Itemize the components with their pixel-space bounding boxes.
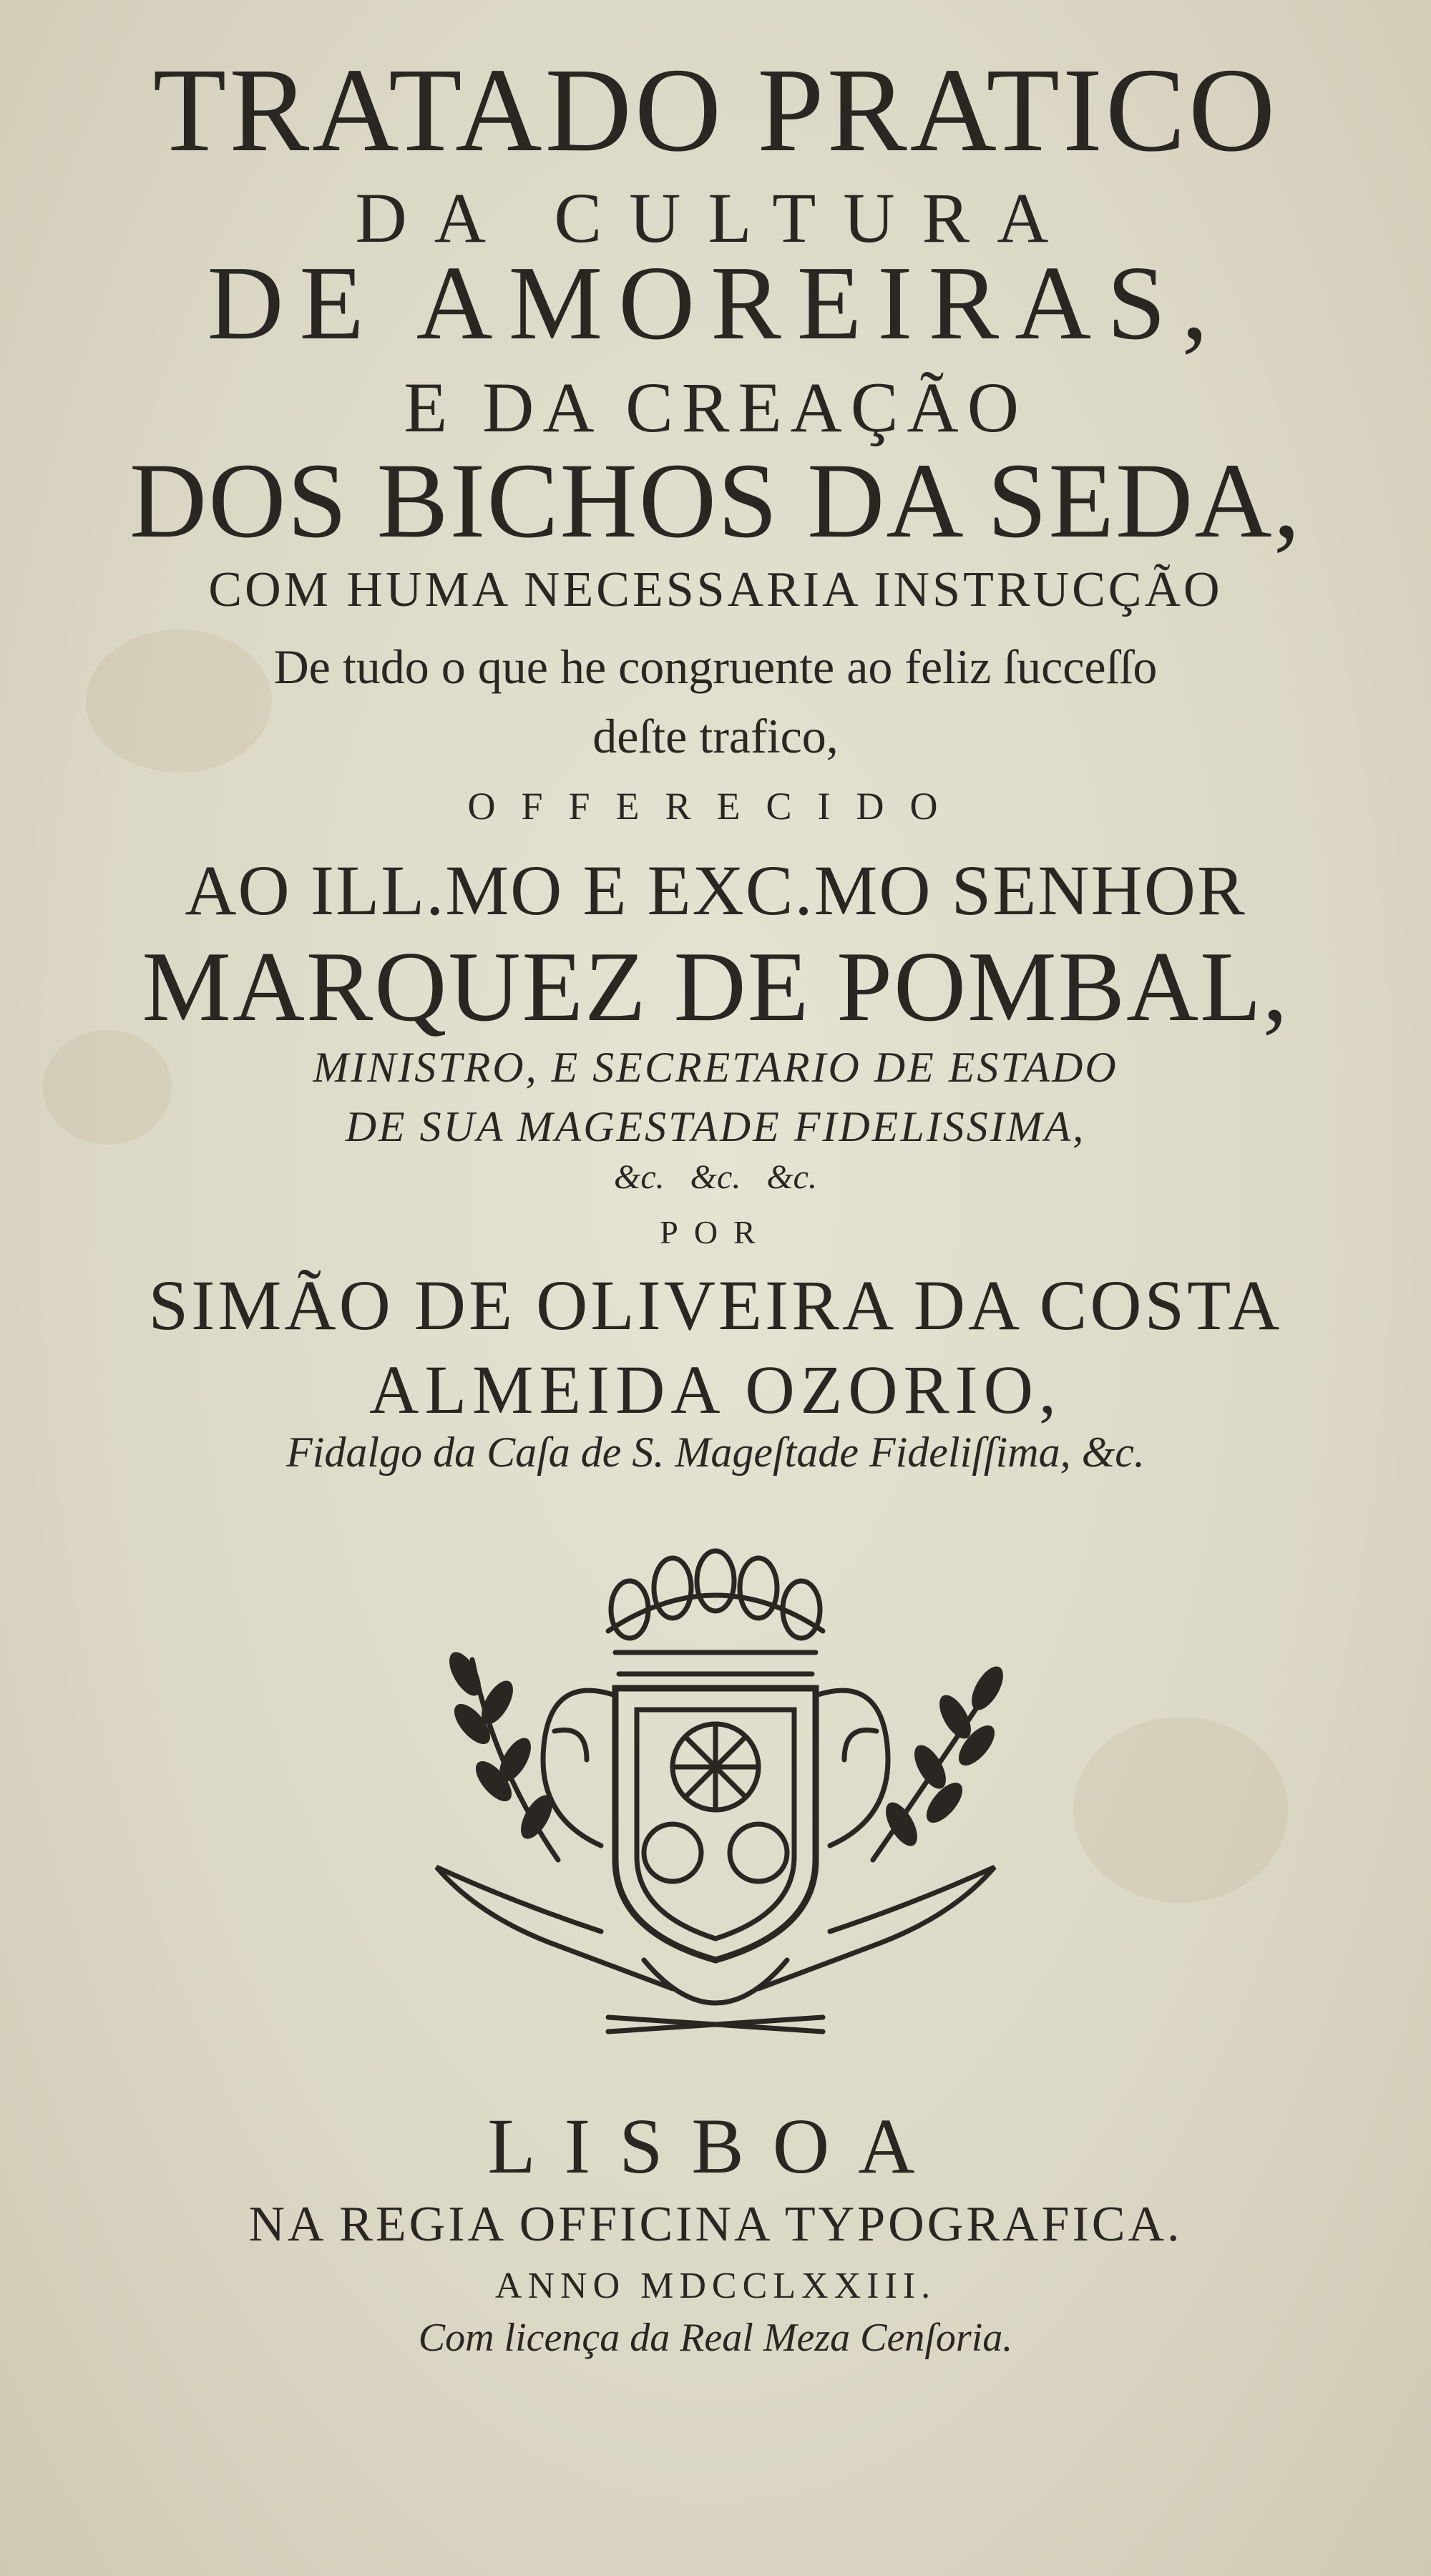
title-line-5: DOS BICHOS DA SEDA, <box>129 441 1302 560</box>
imprint-year: ANNO MDCCLXXIII. <box>494 2266 937 2306</box>
title-line-2: DA CULTURA <box>355 178 1076 258</box>
author-name-1: SIMÃO DE OLIVEIRA DA COSTA <box>148 1265 1283 1345</box>
subtitle-line-3: deſte trafico, <box>592 709 839 763</box>
by-label: POR <box>660 1214 771 1250</box>
imprint-license: Com licença da Real Meza Cenſoria. <box>418 2316 1013 2360</box>
paper-stain <box>1073 1717 1288 1903</box>
imprint-city: LISBOA <box>487 2102 944 2190</box>
title-line-4: E DA CREAÇÃO <box>404 368 1027 447</box>
offered-label: OFFERECIDO <box>467 785 964 828</box>
subtitle-line-2: De tudo o que he congruente ao feliz ſucceſſo <box>273 640 1158 694</box>
author-title: Fidalgo da Caſa de S. Mageſtade Fideliſſima, &c. <box>286 1429 1145 1476</box>
dedication-etc: &c. &c. &c. <box>614 1158 817 1196</box>
dedication-line: AO ILL.MO E EXC.MO SENHOR <box>185 851 1246 930</box>
title-line-3: DE AMOREIRAS, <box>207 245 1224 362</box>
dedicatee-name: MARQUEZ DE POMBAL, <box>142 931 1289 1042</box>
subtitle-line-1: COM HUMA NECESSARIA INSTRUCÇÃO <box>208 562 1223 617</box>
imprint-press: NA REGIA OFFICINA TYPOGRAFICA. <box>248 2197 1183 2252</box>
dedicatee-office-1: MINISTRO, E SECRETARIO DE ESTADO <box>313 1044 1118 1091</box>
title-line-1: TRATADO PRATICO <box>152 44 1279 177</box>
coat-of-arms-icon <box>372 1531 1059 2075</box>
author-name-2: ALMEIDA OZORIO, <box>369 1351 1062 1428</box>
dedicatee-office-2: DE SUA MAGESTADE FIDELISSIMA, <box>345 1103 1086 1150</box>
